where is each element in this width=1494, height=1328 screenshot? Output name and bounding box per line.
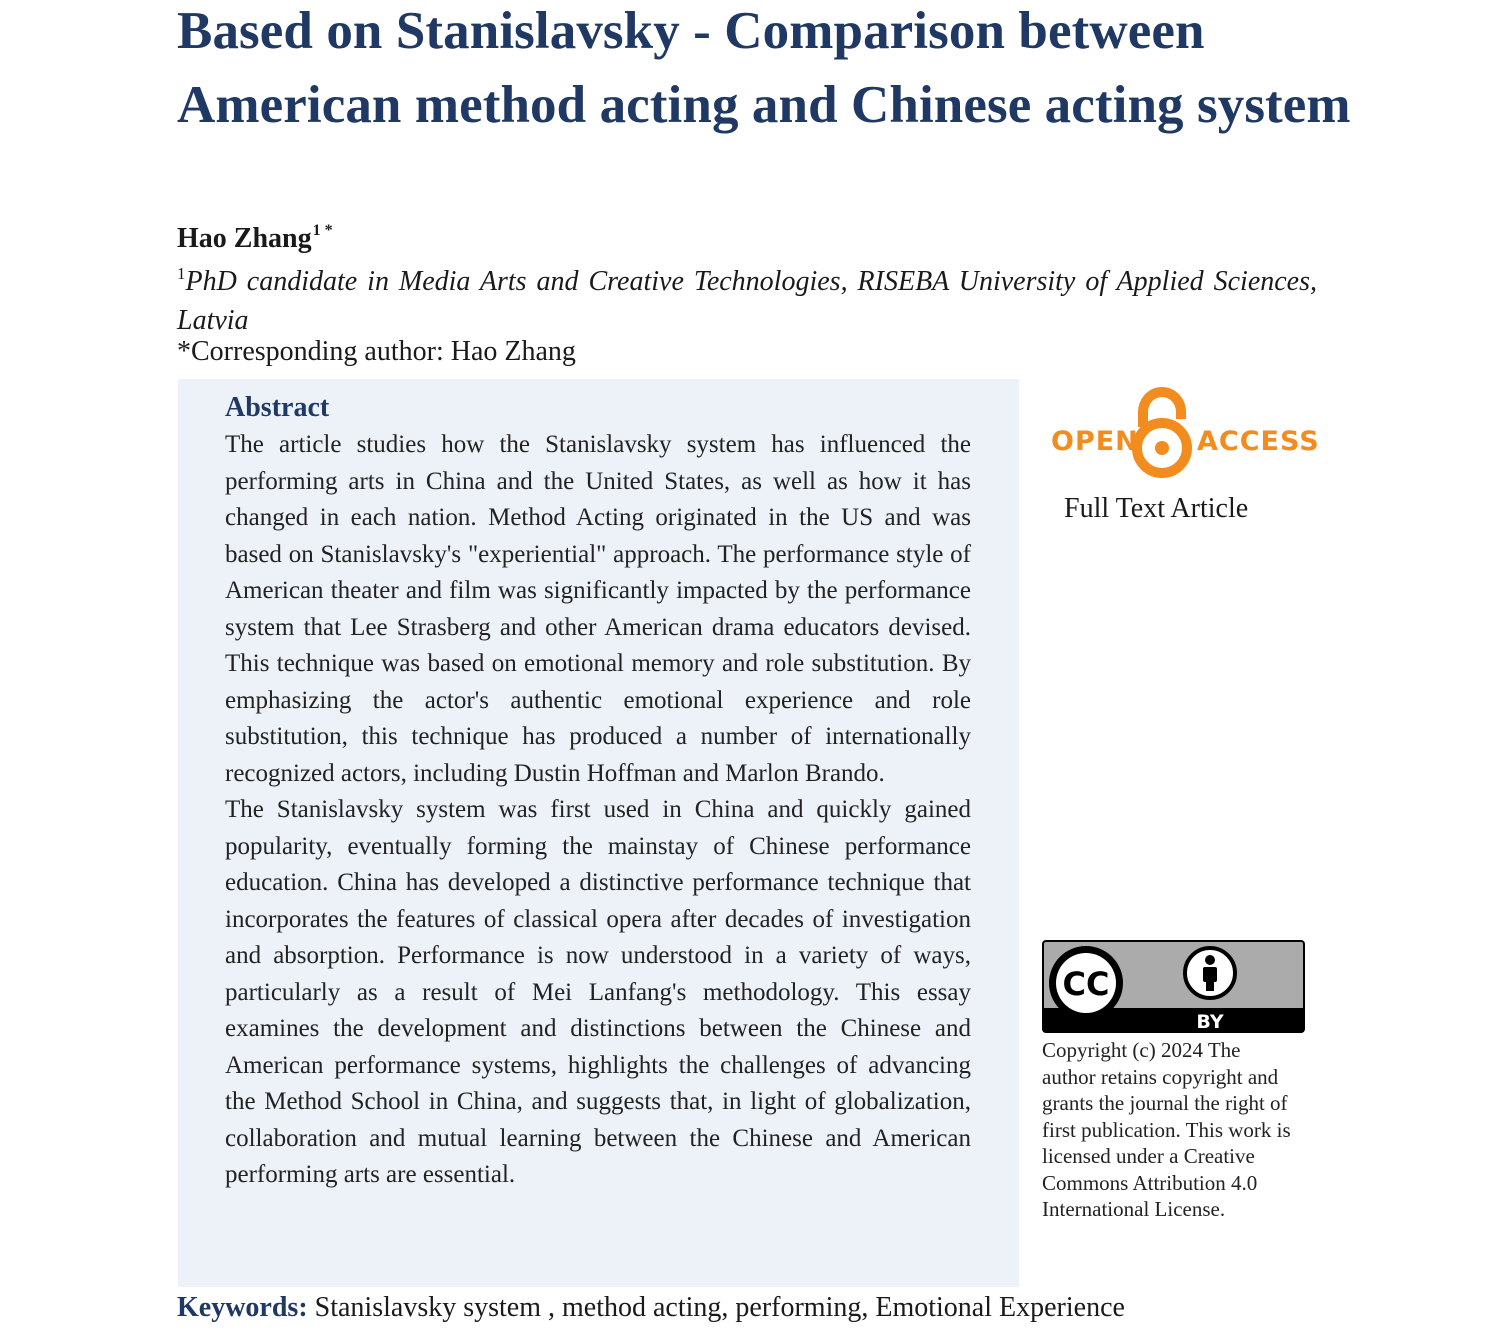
cc-icon bbox=[1049, 946, 1123, 1020]
author-line bbox=[177, 214, 333, 256]
abstract-paragraph: The article studies how the Stanislavsky system has influenced the performing arts in China and the United States, as well as how it has changed in each nation. Method Acting originated in the US and was based on Stanislavsky's "experiential" approach. The performance style of American theater and film was significantly impacted by the performance system that Lee Strasberg and other American drama educators devised. This technique was based on emotional memory and role substitution. By emphasizing the actor's authentic emotional experience and role substitution, this technique has produced a number of internationally recognized actors, including Dustin Hoffman and Marlon Brando. bbox=[225, 431, 971, 787]
abstract-body bbox=[225, 427, 971, 1194]
abstract-heading: Abstract bbox=[225, 392, 330, 423]
abstract-box bbox=[178, 379, 1019, 1287]
open-access-right-label: ACCESS bbox=[1197, 426, 1320, 457]
full-text-label: Full Text Article bbox=[1064, 493, 1249, 524]
cc-label: CC bbox=[1062, 965, 1110, 1003]
by-label: BY bbox=[1196, 1011, 1224, 1033]
author-name: Hao Zhang bbox=[177, 223, 312, 254]
cc-by-license-badge bbox=[1042, 940, 1305, 1033]
open-lock-icon bbox=[1137, 392, 1187, 473]
abstract-paragraph: The Stanislavsky system was first used in China and quickly gained popularity, eventually forming the mainstay of Chinese performance education. China has developed a distinctive performance technique that incorporates the features of classical opera after decades of investigation and absorption. Performance is now understood in a variety of ways, particularly as a result of Mei Lanfang's methodology. This essay examines the development and distinctions between the Chinese and American performance systems, highlights the challenges of advancing the Method School in China, and suggests that, in light of globalization, collaboration and mutual learning between the Chinese and American performing arts are essential. bbox=[225, 796, 971, 1188]
keywords-text: Stanislavsky system , method acting, performing, Emotional Experience bbox=[314, 1292, 1125, 1323]
corresponding-author: *Corresponding author: Hao Zhang bbox=[177, 336, 576, 367]
affiliation-mark: 1 bbox=[177, 264, 186, 283]
affiliation-text: PhD candidate in Media Arts and Creative Technologies, RISEBA University of Applied Sciences, Latvia bbox=[177, 266, 1317, 336]
open-access-left-label: OPEN bbox=[1051, 426, 1139, 457]
keywords-line bbox=[177, 1289, 1125, 1327]
copyright-notice: Copyright (c) 2024 The author retains copyright and grants the journal the right of first publication. This work is licensed under a Creative Commons Attribution 4.0 International License. bbox=[1042, 1038, 1291, 1221]
open-access-badge bbox=[1047, 385, 1320, 481]
keywords-label: Keywords: bbox=[177, 1292, 308, 1323]
article-title: Based on Stanislavsky - Comparison between American method acting and Chinese acting system bbox=[177, 2, 1351, 134]
attribution-person-icon bbox=[1185, 948, 1235, 998]
affiliation bbox=[177, 254, 1317, 340]
author-marks: 1 * bbox=[312, 222, 333, 239]
